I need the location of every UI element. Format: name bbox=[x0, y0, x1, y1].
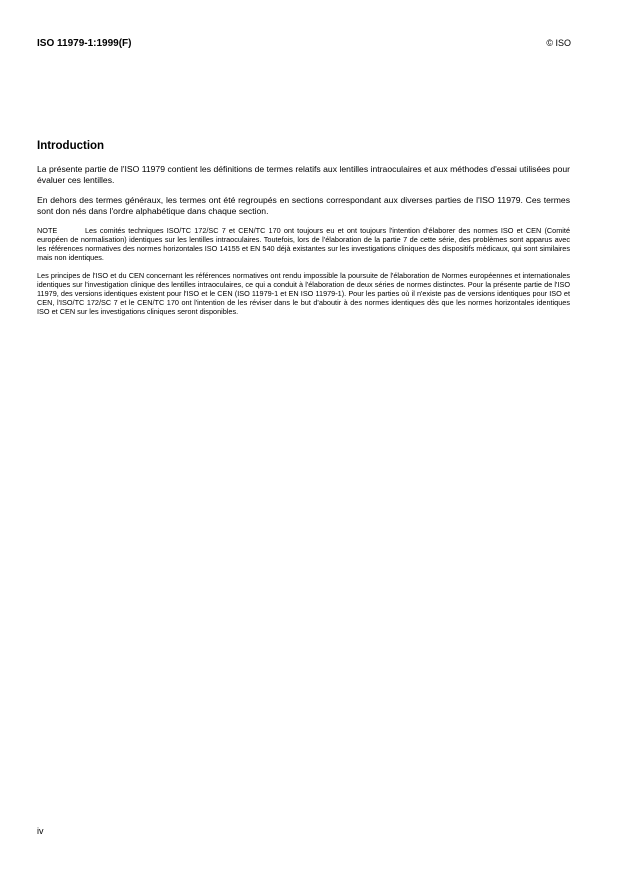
section-title: Introduction bbox=[37, 140, 105, 152]
copyright-notice: © ISO bbox=[546, 38, 571, 48]
note-label: NOTE bbox=[37, 226, 58, 235]
closing-paragraph: Les principes de l'ISO et du CEN concernant les références normatives ont rendu impossible la poursuite de l'élaboration de Normes européennes et internationales identiques sur l'investigation clinique des lentilles intraoculaires, ce qui a conduit à l'élaboration de deux séries de normes distinctes. Pour la présente partie de l'ISO 11979, des versions identiques existent pour l'ISO et le CEN (ISO 11979-1 et EN ISO 11979-1). Pour les parties où il n'existe pas de versions identiques pour ISO et CEN, l'ISO/TC 172/SC 7 et le CEN/TC 170 ont l'intention de les réviser dans le but d'aboutir à des normes identiques dès que les normes horizontales identiques ISO et CEN sur les investigations cliniques seront disponibles. bbox=[37, 271, 570, 316]
note-block bbox=[37, 226, 570, 262]
introduction-section bbox=[37, 140, 570, 325]
intro-paragraph-2: En dehors des termes généraux, les termes ont été regroupés en sections correspondant aux diverses parties de l'ISO 11979. Ces termes sont don nés dans l'ordre alphabétique dans chaque section. bbox=[37, 195, 570, 216]
note-text: Les comités techniques ISO/TC 172/SC 7 et CEN/TC 170 ont toujours eu et ont toujours l'intention d'élaborer des normes ISO et CEN (Comité européen de normalisation) identiques sur les lentilles intraoculaires. Toutefois, lors de l'élaboration de la partie 7 de cette série, des problèmes sont apparus avec les références normatives des normes horizontales ISO 14155 et EN 540 déjà existantes sur les investigations cliniques des dispositifs médicaux, qui sont similaires mais non identiques. bbox=[37, 226, 570, 262]
intro-paragraph-1: La présente partie de l'ISO 11979 contient les définitions de termes relatifs aux lentilles intraoculaires et aux méthodes d'essai utilisées pour évaluer ces lentilles. bbox=[37, 164, 570, 185]
page-number: iv bbox=[37, 826, 44, 836]
document-number: ISO 11979-1:1999(F) bbox=[37, 38, 132, 49]
